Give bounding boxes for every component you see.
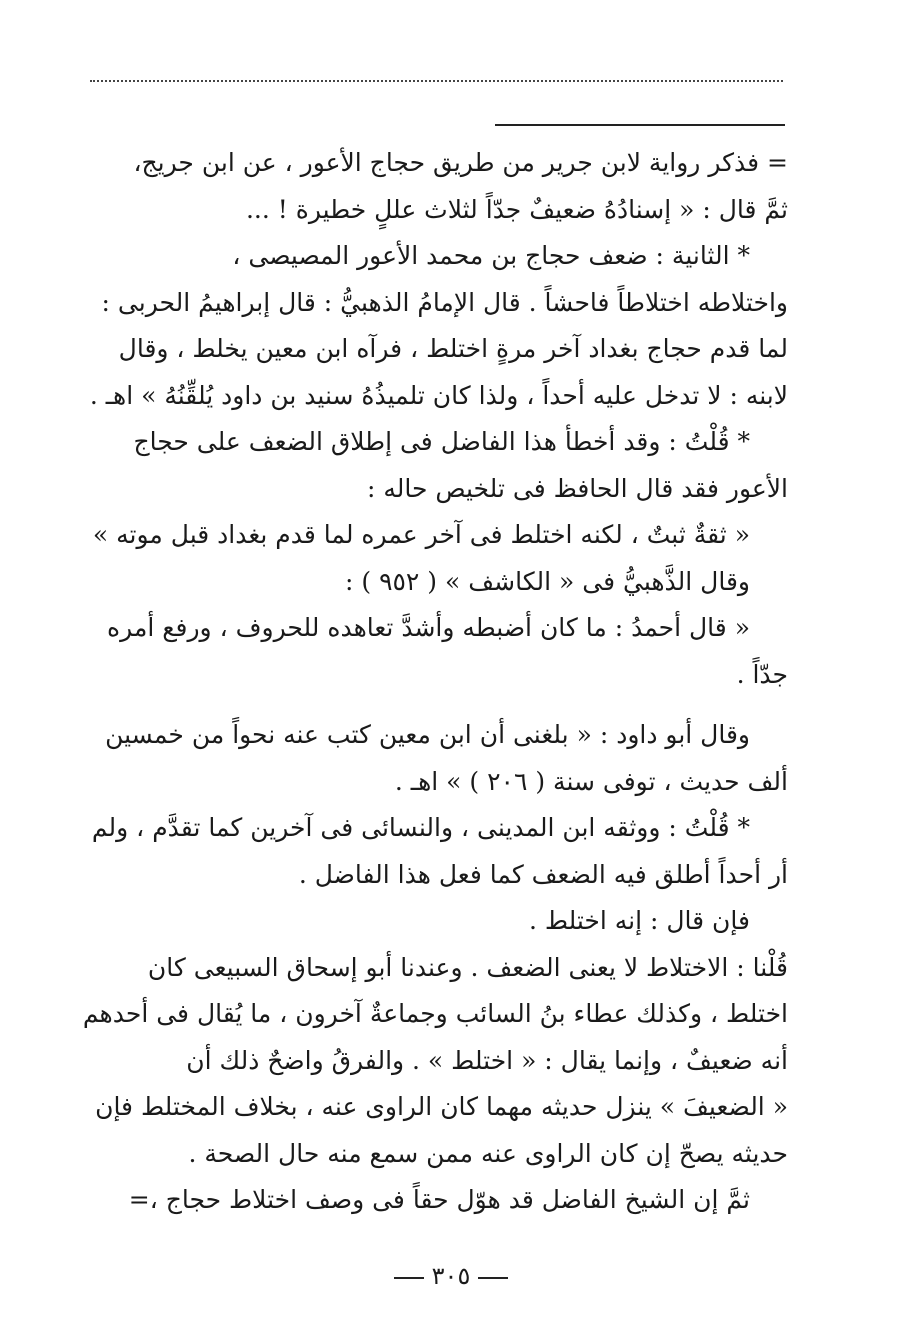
text-line: حديثه يصحّ إن كان الراوى عنه ممن سمع منه حال الصحة . — [188, 1138, 788, 1168]
dotted-separator — [90, 80, 783, 82]
text-line: ألف حديث ، توفى سنة ( ٢٠٦ ) » اهـ . — [394, 766, 788, 796]
text-line: فإن قال : إنه اختلط . — [528, 906, 750, 935]
page-number: ٣٠٥ — [431, 1262, 471, 1290]
footnote-rule — [495, 124, 785, 126]
text-line: وقال الذَّهبيُّ فى « الكاشف » ( ٩٥٢ ) : — [344, 566, 750, 596]
text-line: الأعور فقد قال الحافظ فى تلخيص حاله : — [366, 473, 788, 503]
text-line: جدّاً . — [736, 659, 788, 689]
text-line: ثمَّ قال : « إسنادُهُ ضعيفٌ جدّاً لثلاث عللٍ خطيرة ! ... — [245, 194, 788, 224]
text-line: لابنه : لا تدخل عليه أحداً ، ولذا كان تلميذُهُ سنيد بن داود يُلقِّنُهُ » اهـ . — [89, 380, 788, 410]
footer-dash — [394, 1277, 424, 1279]
text-line: قُلْنا : الاختلاط لا يعنى الضعف . وعندنا أبو إسحاق السبيعى كان — [147, 952, 788, 982]
text-line: أر أحداً أطلق فيه الضعف كما فعل هذا الفاضل . — [298, 859, 788, 889]
text-line: « الضعيفَ » ينزل حديثه مهما كان الراوى عنه ، بخلاف المختلط فإن — [95, 1092, 788, 1121]
text-line: وقال أبو داود : « بلغنى أن ابن معين كتب عنه نحواً من خمسين — [105, 720, 750, 749]
footer-dash — [478, 1277, 508, 1279]
page-footer — [0, 1262, 902, 1290]
text-line: ثمَّ إن الشيخ الفاضل قد هوّل حقاً فى وصف اختلاط حجاج ،= — [128, 1185, 750, 1214]
text-line: * الثانية : ضعف حجاج بن محمد الأعور المصيصى ، — [232, 241, 750, 270]
text-line: * قُلْتُ : وقد أخطأ هذا الفاضل فى إطلاق الضعف على حجاج — [133, 427, 750, 456]
text-line: اختلط ، وكذلك عطاء بنُ السائب وجماعةٌ آخرون ، ما يُقال فى أحدهم — [82, 999, 788, 1028]
text-line: = فذكر رواية لابن جرير من طريق حجاج الأعور ، عن ابن جريج، — [133, 148, 788, 177]
text-line: أنه ضعيفٌ ، وإنما يقال : « اختلط » . والفرقُ واضحٌ ذلك أن — [186, 1045, 788, 1075]
text-line: * قُلْتُ : ووثقه ابن المدينى ، والنسائى فى آخرين كما تقدَّم ، ولم — [91, 813, 750, 842]
text-line: لما قدم حجاج بغداد آخر مرةٍ اختلط ، فرآه ابن معين يخلط ، وقال — [118, 334, 788, 363]
text-line: « ثقةٌ ثبتٌ ، لكنه اختلط فى آخر عمره لما قدم بغداد قبل موته » — [92, 520, 750, 549]
footnote-body — [82, 140, 788, 1224]
text-line: واختلاطه اختلاطاً فاحشاً . قال الإمامُ الذهبيُّ : قال إبراهيمُ الحربى : — [101, 287, 788, 317]
text-line: « قال أحمدُ : ما كان أضبطه وأشدَّ تعاهده للحروف ، ورفع أمره — [107, 613, 750, 642]
